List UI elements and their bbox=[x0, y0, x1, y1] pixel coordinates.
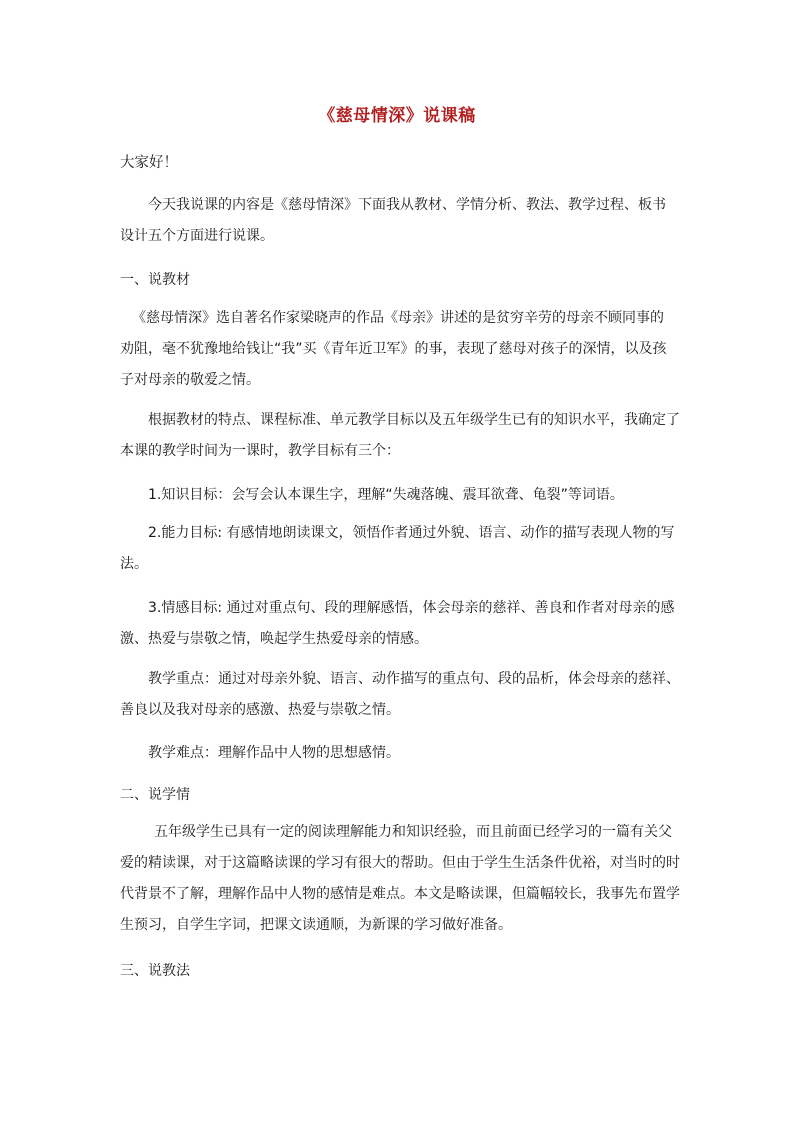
paragraph-line: 法。 bbox=[120, 556, 148, 572]
textbook-paragraph bbox=[120, 303, 680, 396]
teaching-key-point bbox=[120, 664, 680, 726]
paragraph-line: 爱的精读课，对于这篇略读课的学习有很大的帮助。但由于学生生活条件优裕，对当时的时 bbox=[120, 855, 680, 871]
greeting-text: 大家好！ bbox=[120, 155, 178, 171]
document-title: 《慈母情深》说课稿 bbox=[318, 106, 476, 126]
paragraph-line: 3.情感目标: 通过对重点句、段的理解感悟，体会母亲的慈祥、善良和作者对母亲的感 bbox=[148, 600, 675, 616]
goal-knowledge bbox=[120, 480, 680, 511]
paragraph-line: 1.知识目标：会写会认本课生字，理解“失魂落魄、震耳欲聋、龟裂”等词语。 bbox=[148, 487, 624, 503]
paragraph-line: 《慈母情深》选自著名作家梁晓声的作品《母亲》讲述的是贫穷辛劳的母亲不顾同事的 bbox=[132, 310, 664, 326]
goal-emotion bbox=[120, 593, 680, 655]
paragraph-line: 教学难点：理解作品中人物的思想感情。 bbox=[148, 745, 400, 761]
goal-ability bbox=[120, 518, 680, 580]
paragraph-line: 教学重点：通过对母亲外貌、语言、动作描写的重点句、段的品析，体会母亲的慈祥、 bbox=[148, 671, 680, 687]
paragraph-line: 劝阻，毫不犹豫地给钱让“我”买《青年近卫军》的事，表现了慈母对孩子的深情，以及孩 bbox=[120, 341, 667, 357]
intro-paragraph bbox=[120, 190, 680, 252]
paragraph-line: 2.能力目标: 有感情地朗读课文，领悟作者通过外貌、语言、动作的描写表现人物的写 bbox=[148, 525, 675, 541]
intro-line: 设计五个方面进行说课。 bbox=[120, 228, 274, 244]
paragraph-line: 五年级学生已具有一定的阅读理解能力和知识经验，而且前面已经学习的一篇有关父 bbox=[154, 824, 672, 840]
paragraph-line: 本课的教学时间为一课时，教学目标有三个： bbox=[120, 443, 400, 459]
paragraph-line: 生预习，自学生字词，把课文读通顺，为新课的学习做好准备。 bbox=[120, 917, 512, 933]
students-paragraph bbox=[120, 817, 680, 941]
section-heading-methods: 三、说教法 bbox=[120, 963, 190, 979]
paragraph-line: 激、热爱与崇敬之情，唤起学生热爱母亲的情感。 bbox=[120, 631, 428, 647]
paragraph-line: 善良以及我对母亲的感激、热爱与崇敬之情。 bbox=[120, 702, 400, 718]
paragraph-line: 代背景不了解，理解作品中人物的感情是难点。本文是略读课，但篇幅较长，我事先布置学 bbox=[120, 886, 680, 902]
paragraph-line: 子对母亲的敬爱之情。 bbox=[120, 372, 260, 388]
intro-line: 今天我说课的内容是《慈母情深》下面我从教材、学情分析、教法、教学过程、板书 bbox=[148, 197, 666, 213]
section-heading-students: 二、说学情 bbox=[120, 787, 190, 803]
section-heading-textbook: 一、说教材 bbox=[120, 272, 190, 288]
basis-paragraph bbox=[120, 405, 680, 467]
paragraph-line: 根据教材的特点、课程标准、单元教学目标以及五年级学生已有的知识水平，我确定了 bbox=[148, 412, 680, 428]
teaching-difficulty bbox=[120, 738, 680, 769]
